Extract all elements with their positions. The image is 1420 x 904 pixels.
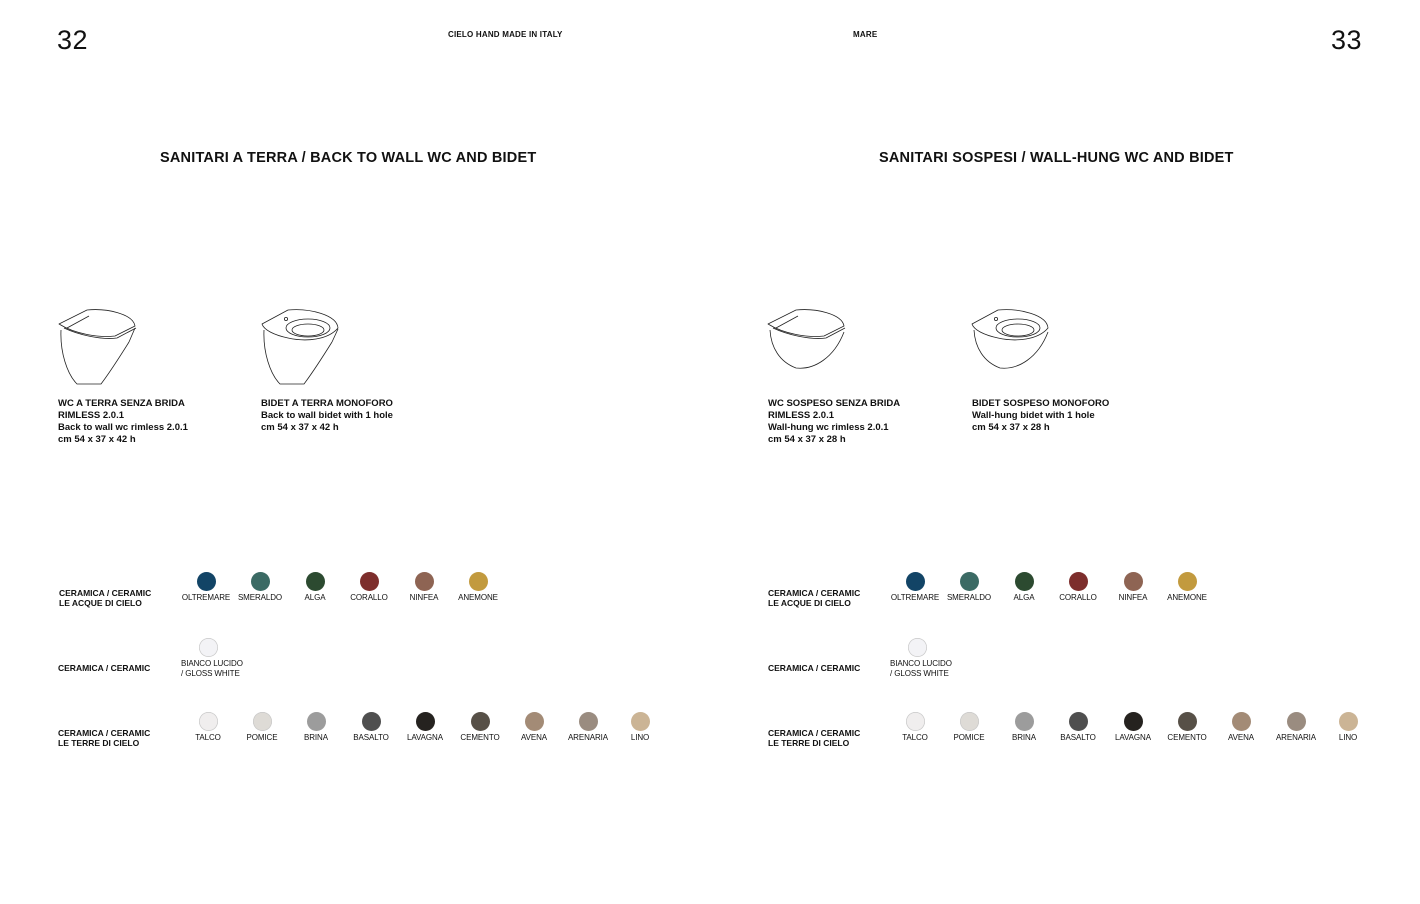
color-dot [960, 572, 979, 591]
page-number-right: 33 [1331, 25, 1363, 55]
finish-row-label: CERAMICA / CERAMIC LE TERRE DI CIELO [58, 728, 151, 748]
swatch: ANEMONE [1160, 572, 1214, 603]
swatch: BIANCO LUCIDO / GLOSS WHITE [890, 638, 944, 679]
floor-bidet-drawing [258, 304, 342, 388]
swatch: BASALTO [344, 712, 398, 743]
color-dot [253, 712, 272, 731]
product-caption-floor-bidet: BIDET A TERRA MONOFORO Back to wall bidet with 1 hole cm 54 x 37 x 42 h [261, 398, 393, 433]
product-caption-wall-hung-bidet: BIDET SOSPESO MONOFORO Wall-hung bidet with 1 hole cm 54 x 37 x 28 h [972, 398, 1110, 433]
color-dot [469, 572, 488, 591]
wall-hung-wc-drawing [764, 304, 848, 388]
color-dot [199, 712, 218, 731]
page-number-left: 32 [57, 25, 89, 55]
color-dot [251, 572, 270, 591]
swatch: TALCO [181, 712, 235, 743]
color-dot [1015, 712, 1034, 731]
color-dot [1232, 712, 1251, 731]
running-head-left: CIELO HAND MADE IN ITALY [448, 30, 563, 39]
swatch: SMERALDO [233, 572, 287, 603]
color-dot [1178, 572, 1197, 591]
color-dot [525, 712, 544, 731]
swatch: ARENARIA [1269, 712, 1323, 743]
swatch: AVENA [507, 712, 561, 743]
color-dot [1124, 572, 1143, 591]
color-dot [471, 712, 490, 731]
running-head-right: MARE [853, 30, 878, 39]
floor-wc-drawing [55, 304, 139, 388]
swatch: LAVAGNA [398, 712, 452, 743]
swatch: CEMENTO [453, 712, 507, 743]
section-title-right: SANITARI SOSPESI / WALL-HUNG WC AND BIDET [879, 150, 1234, 166]
color-dot [362, 712, 381, 731]
color-dot [1069, 572, 1088, 591]
swatch: CORALLO [1051, 572, 1105, 603]
swatch: CORALLO [342, 572, 396, 603]
swatch: TALCO [888, 712, 942, 743]
swatch: BRINA [289, 712, 343, 743]
color-dot [1287, 712, 1306, 731]
color-dot [415, 572, 434, 591]
swatch: CEMENTO [1160, 712, 1214, 743]
swatch: POMICE [942, 712, 996, 743]
color-dot [416, 712, 435, 731]
swatch: NINFEA [1106, 572, 1160, 603]
color-dot [908, 638, 927, 657]
swatch: NINFEA [397, 572, 451, 603]
color-dot [199, 638, 218, 657]
swatch: ARENARIA [561, 712, 615, 743]
finish-row-label: CERAMICA / CERAMIC LE ACQUE DI CIELO [768, 588, 861, 608]
product-caption-floor-wc: WC A TERRA SENZA BRIDA RIMLESS 2.0.1 Back to wall wc rimless 2.0.1 cm 54 x 37 x 42 h [58, 398, 188, 445]
color-dot [579, 712, 598, 731]
swatch: OLTREMARE [179, 572, 233, 603]
swatch: OLTREMARE [888, 572, 942, 603]
finish-row-label: CERAMICA / CERAMIC [768, 663, 861, 673]
swatch: ALGA [997, 572, 1051, 603]
finish-row-label: CERAMICA / CERAMIC LE TERRE DI CIELO [768, 728, 861, 748]
swatch: POMICE [235, 712, 289, 743]
color-dot [307, 712, 326, 731]
section-title-left: SANITARI A TERRA / BACK TO WALL WC AND BIDET [160, 150, 537, 166]
finish-row-label: CERAMICA / CERAMIC [58, 663, 151, 673]
finish-row-label: CERAMICA / CERAMIC LE ACQUE DI CIELO [59, 588, 152, 608]
color-dot [197, 572, 216, 591]
swatch: LINO [1321, 712, 1375, 743]
product-caption-wall-hung-wc: WC SOSPESO SENZA BRIDA RIMLESS 2.0.1 Wall-hung wc rimless 2.0.1 cm 54 x 37 x 28 h [768, 398, 901, 445]
wall-hung-bidet-drawing [968, 304, 1052, 388]
color-dot [906, 712, 925, 731]
color-dot [306, 572, 325, 591]
swatch: BRINA [997, 712, 1051, 743]
color-dot [1069, 712, 1088, 731]
swatch: AVENA [1214, 712, 1268, 743]
color-dot [631, 712, 650, 731]
color-dot [960, 712, 979, 731]
color-dot [1178, 712, 1197, 731]
color-dot [360, 572, 379, 591]
swatch: LAVAGNA [1106, 712, 1160, 743]
swatch: LINO [613, 712, 667, 743]
swatch: SMERALDO [942, 572, 996, 603]
swatch: BIANCO LUCIDO / GLOSS WHITE [181, 638, 235, 679]
color-dot [1015, 572, 1034, 591]
color-dot [1339, 712, 1358, 731]
color-dot [1124, 712, 1143, 731]
swatch: ALGA [288, 572, 342, 603]
swatch: ANEMONE [451, 572, 505, 603]
swatch: BASALTO [1051, 712, 1105, 743]
color-dot [906, 572, 925, 591]
